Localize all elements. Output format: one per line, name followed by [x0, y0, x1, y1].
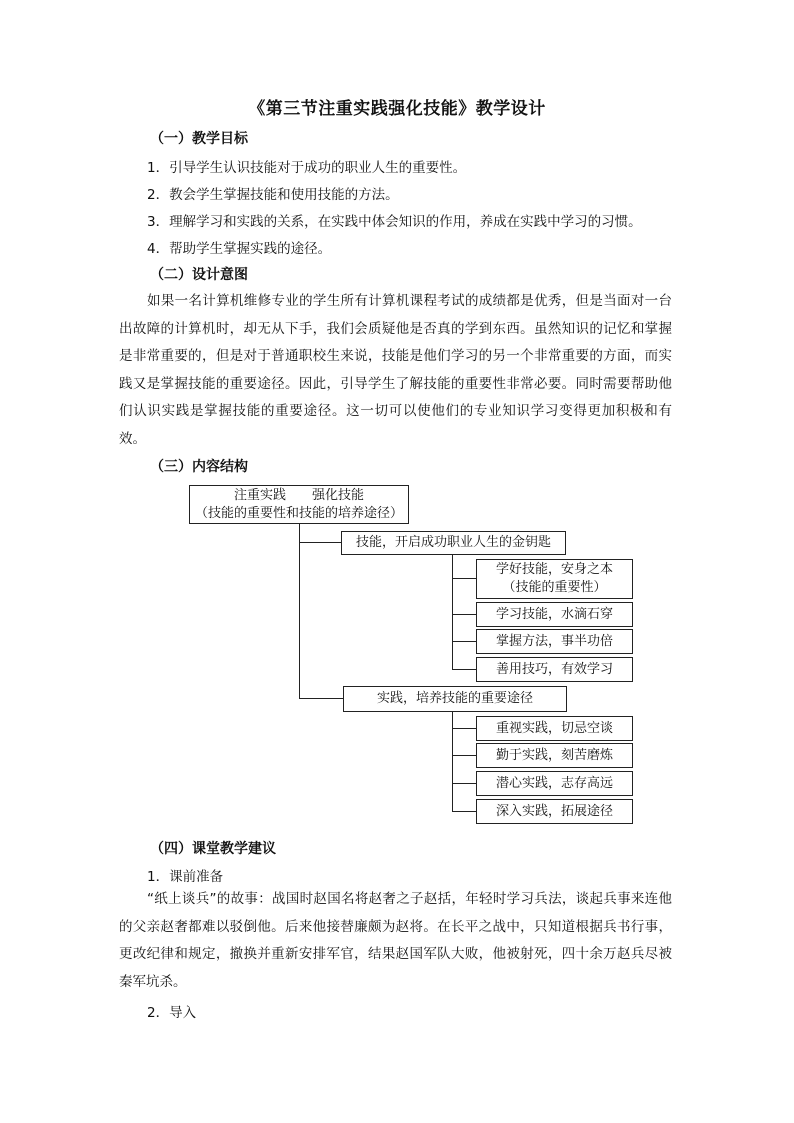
diagram-leaf-label: 勤于实践，刻苦磨炼 — [495, 747, 613, 763]
diagram-leaf-label: 潜心实践，志存高远 — [495, 775, 613, 791]
diagram-root-line1: 注重实践 强化技能 — [233, 487, 364, 503]
connector — [452, 578, 476, 579]
diagram-leaf — [476, 716, 633, 741]
diagram-branch-1-label: 技能，开启成功职业人生的金钥匙 — [355, 535, 551, 550]
connector — [452, 811, 476, 812]
objective-item-1: 1．引导学生认识技能对于成功的职业人生的重要性。 — [147, 160, 467, 176]
subheading-introduction: 2．导入 — [147, 1005, 197, 1021]
diagram-branch-2-label: 实践，培养技能的重要途径 — [376, 691, 533, 706]
diagram-leaf — [476, 629, 633, 654]
diagram-leaf — [476, 771, 633, 796]
diagram-leaf-label: 重视实践，切忌空谈 — [495, 720, 613, 736]
connector — [452, 614, 476, 615]
diagram-leaf-label: 掌握方法，事半功倍 — [495, 633, 613, 649]
connector — [452, 783, 476, 784]
section-heading-suggestions: （四）课堂教学建议 — [150, 841, 276, 857]
page-title: 《第三节注重实践强化技能》教学设计 — [248, 99, 546, 119]
diagram-root-box — [189, 485, 409, 524]
objective-item-4: 4．帮助学生掌握实践的途径。 — [147, 241, 332, 257]
connector — [452, 641, 476, 642]
section-heading-structure: （三）内容结构 — [150, 459, 248, 475]
connector — [452, 711, 453, 812]
connector — [299, 523, 300, 699]
diagram-leaf-label: （技能的重要性） — [502, 580, 607, 595]
subheading-preparation: 1．课前准备 — [147, 869, 224, 885]
connector — [452, 755, 476, 756]
diagram-leaf — [476, 799, 633, 824]
intent-paragraph: 如果一名计算机维修专业的学生所有计算机课程考试的成绩都是优秀，但是当面对一台出故障的计算机时，却无从下手，我们会质疑他是否真的学到东西。虽然知识的记忆和掌握是非常重要的，但是对于普通职校生来说，技能是他们学习的另一个非常重要的方面，而实践又是掌握技能的重要途径。因此，引导学生了解技能的重要性非常必要。同时需要帮助他们认识实践是掌握技能的重要途径。这一切可以使他们的专业知识学习变得更加积极和有效。 — [119, 293, 672, 447]
connector — [299, 698, 343, 699]
connector — [452, 554, 453, 670]
section-heading-intent: （二）设计意图 — [150, 267, 248, 283]
diagram-branch-1 — [341, 531, 566, 555]
diagram-leaf — [476, 602, 633, 627]
objective-item-2: 2．教会学生掌握技能和使用技能的方法。 — [147, 187, 399, 203]
connector — [452, 669, 476, 670]
diagram-leaf-label: 善用技巧，有效学习 — [495, 661, 613, 677]
diagram-root-line2: （技能的重要性和技能的培养途径） — [194, 505, 403, 521]
diagram-leaf — [476, 559, 633, 599]
diagram-leaf — [476, 657, 633, 682]
diagram-leaf-label: 深入实践，拓展途径 — [495, 803, 613, 819]
objective-item-3: 3．理解学习和实践的关系，在实践中体会知识的作用，养成在实践中学习的习惯。 — [147, 214, 642, 230]
diagram-branch-2 — [343, 686, 567, 712]
section-heading-objectives: （一）教学目标 — [150, 131, 248, 147]
story-paragraph: “纸上谈兵”的故事：战国时赵国名将赵奢之子赵括，年轻时学习兵法，谈起兵事来连他的父亲赵奢都难以驳倒他。后来他接替廉颇为赵将。在长平之战中，只知道根据兵书行事，更改纪律和规定，撤换并重新安排军官，结果赵国军队大败，他被射死，四十余万赵兵尽被秦军坑杀。 — [119, 891, 672, 990]
diagram-leaf-label: 学好技能，安身之本 — [495, 562, 613, 577]
connector — [452, 728, 476, 729]
diagram-leaf-label: 学习技能，水滴石穿 — [495, 606, 613, 622]
diagram-leaf — [476, 743, 633, 768]
connector — [299, 542, 341, 543]
